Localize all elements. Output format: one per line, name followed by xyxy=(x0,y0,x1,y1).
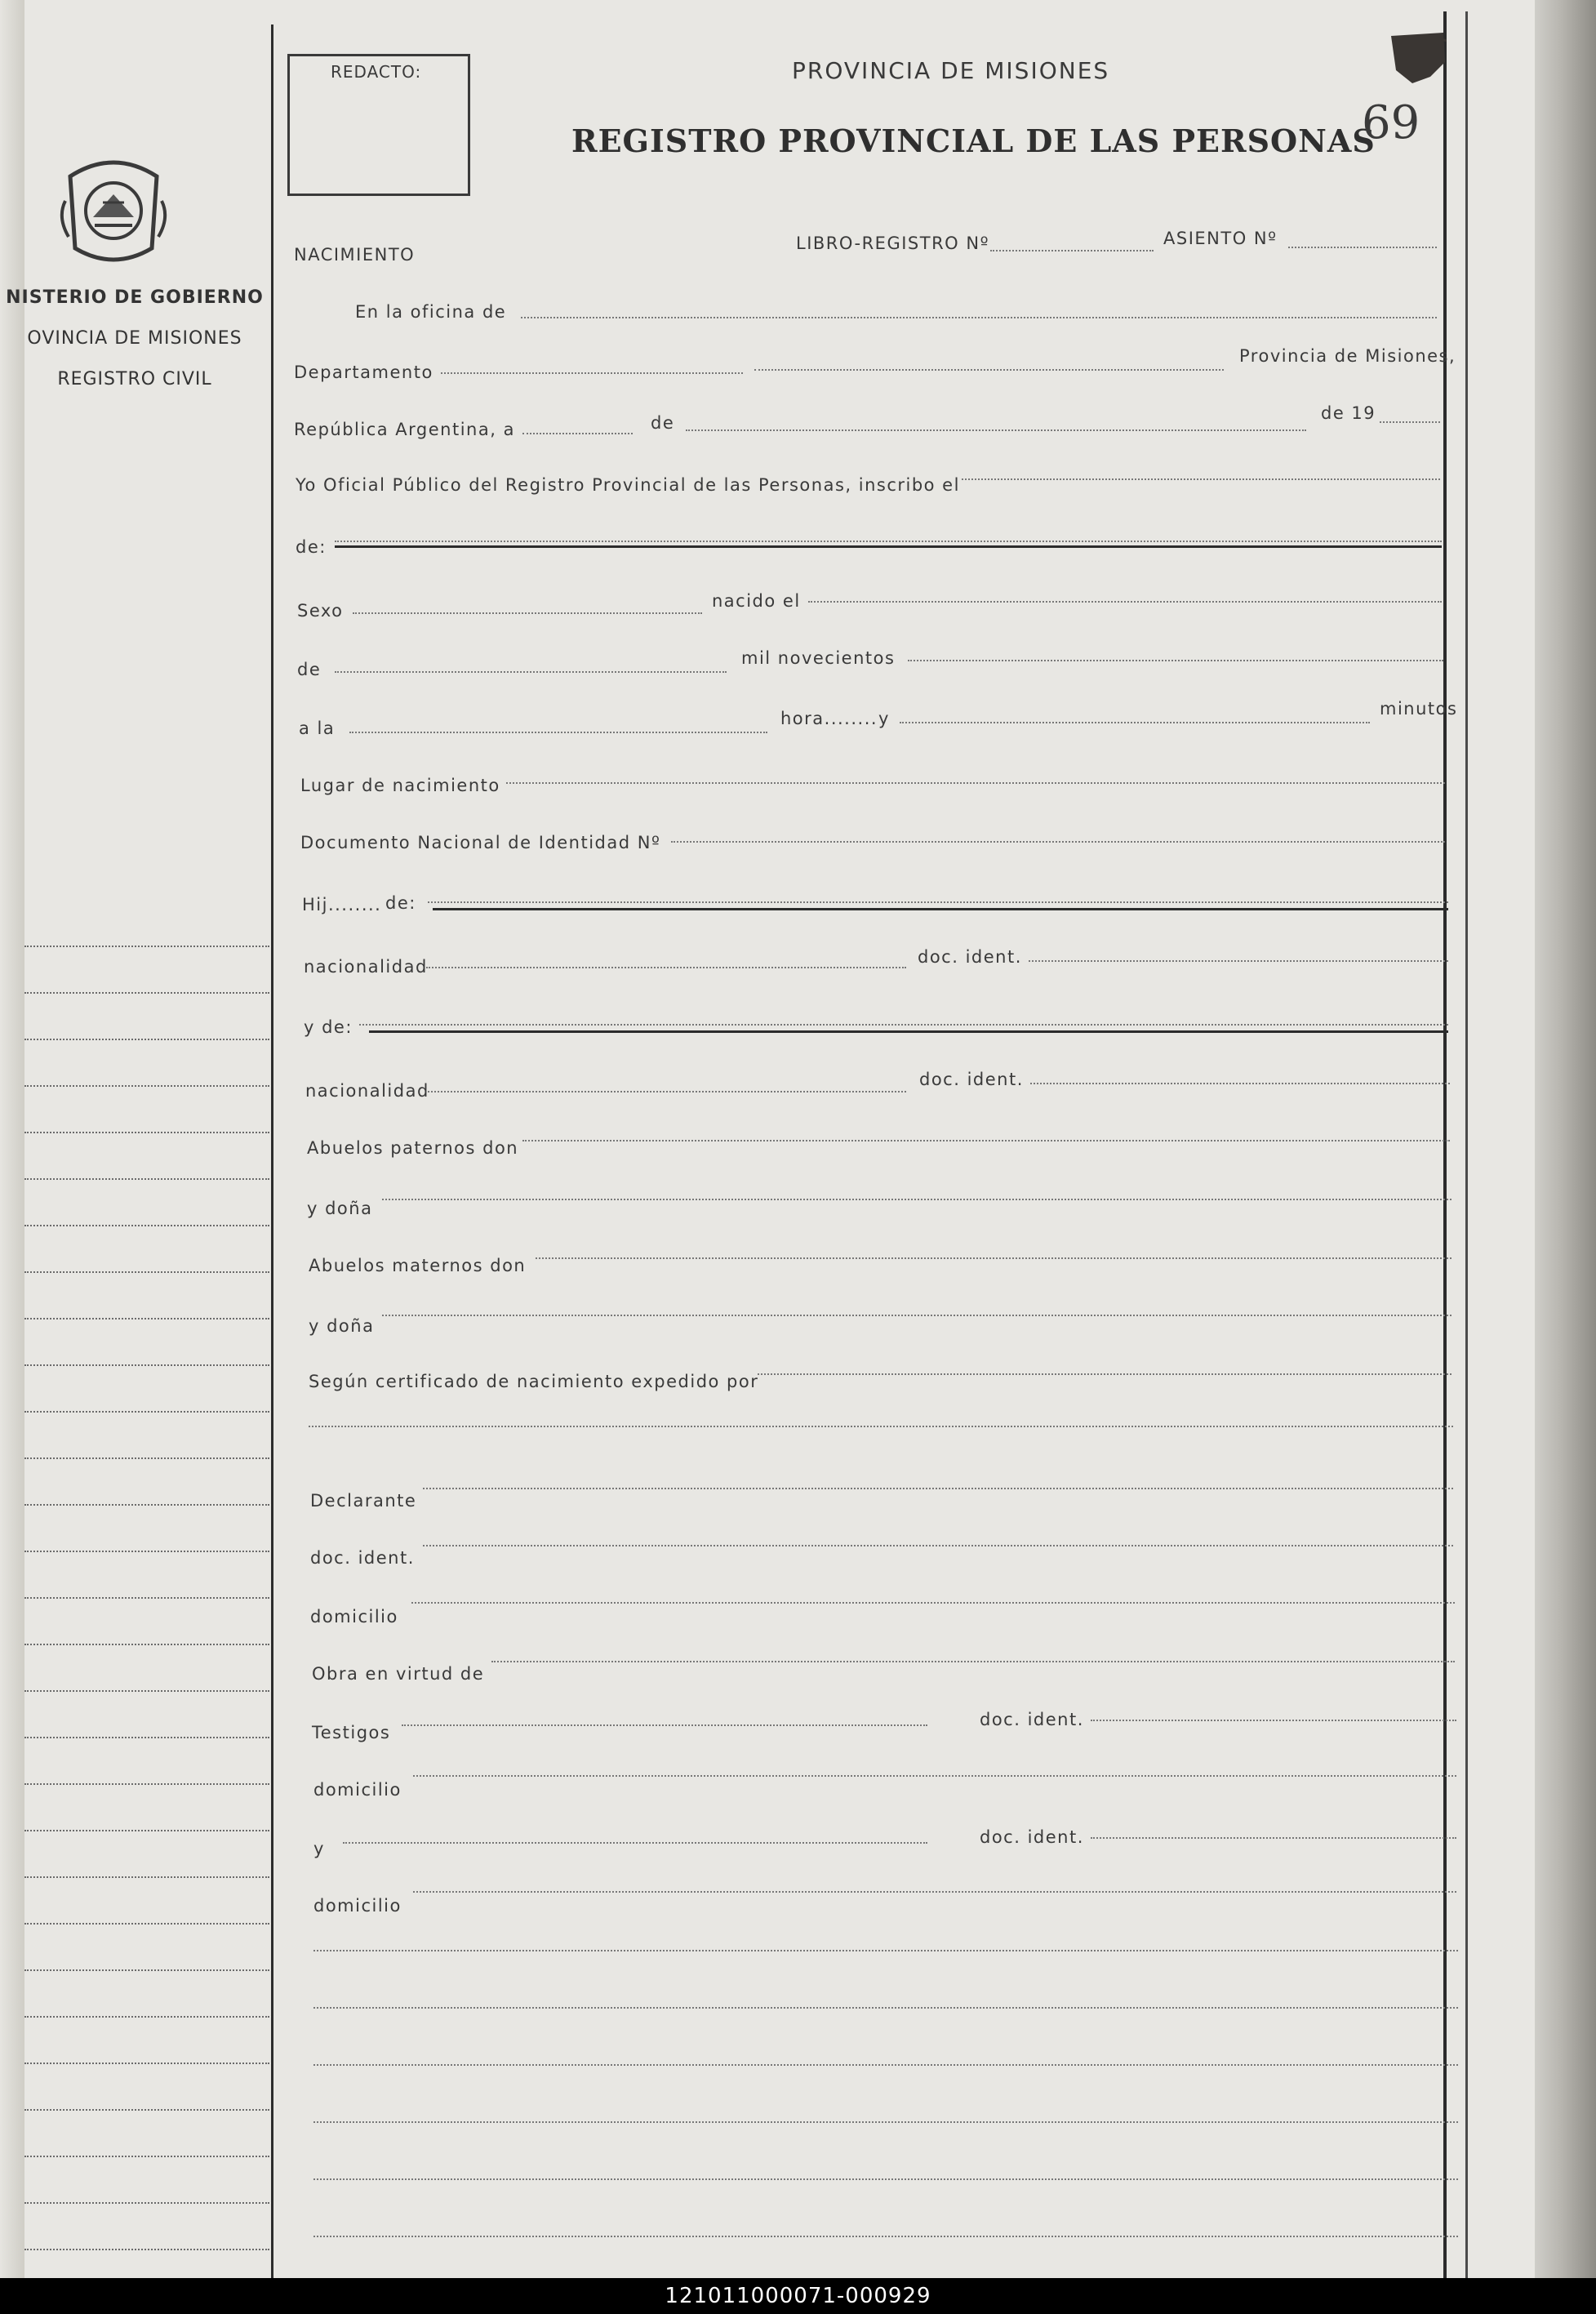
abuelo-paterno-field[interactable] xyxy=(522,1140,1450,1141)
departamento-field-extra[interactable] xyxy=(754,369,1224,371)
margin-line xyxy=(24,1830,269,1831)
nacionalidad2-label: nacionalidad xyxy=(305,1081,429,1101)
parent2-underline xyxy=(369,1030,1448,1033)
docident5-field[interactable] xyxy=(1091,1837,1456,1839)
dni-label: Documento Nacional de Identidad Nº xyxy=(300,833,661,852)
birth-year-field[interactable] xyxy=(908,660,1443,661)
name-label: de: xyxy=(296,537,327,557)
departamento-label: Departamento xyxy=(294,363,433,382)
nacionalidad1-label: nacionalidad xyxy=(304,957,428,977)
dni-field[interactable] xyxy=(671,841,1445,843)
hour-field[interactable] xyxy=(349,732,767,733)
docident4-field[interactable] xyxy=(1091,1720,1456,1721)
abuelo-materno-field[interactable] xyxy=(536,1257,1452,1259)
parent1-underline xyxy=(433,908,1448,910)
margin-line xyxy=(24,1085,269,1087)
margin-line xyxy=(24,2156,269,2157)
domicilio2-label: domicilio xyxy=(313,1780,402,1800)
docident4-label: doc. ident. xyxy=(980,1710,1084,1729)
departamento-field[interactable] xyxy=(441,372,743,374)
day-field[interactable] xyxy=(522,433,633,434)
republica-label: República Argentina, a xyxy=(294,420,515,439)
hij-de-label: de: xyxy=(385,893,416,913)
margin-line xyxy=(24,1271,269,1273)
margin-line xyxy=(24,2016,269,2018)
margin-line xyxy=(24,992,269,994)
de-label: de xyxy=(651,413,675,433)
hij-label: Hij........ xyxy=(302,895,382,914)
domicilio2-field[interactable] xyxy=(413,1775,1456,1777)
binding-line xyxy=(271,24,273,2278)
domicilio3-label: domicilio xyxy=(313,1896,402,1916)
ydona2-label: y doña xyxy=(309,1316,375,1336)
sexo-label: Sexo xyxy=(297,601,344,621)
record-type-label: NACIMIENTO xyxy=(294,245,416,265)
oficial-label: Yo Oficial Público del Registro Provincial de las Personas, inscribo el xyxy=(296,475,960,495)
margin-line xyxy=(24,1132,269,1133)
margin-line xyxy=(24,1411,269,1413)
parent1-field-dotted[interactable] xyxy=(428,901,1448,903)
docident2-label: doc. ident. xyxy=(919,1070,1024,1089)
docident2-field[interactable] xyxy=(1030,1083,1450,1084)
margin-line xyxy=(24,2109,269,2111)
notes-line[interactable] xyxy=(313,2178,1458,2180)
libro-registro-label: LIBRO-REGISTRO Nº xyxy=(796,234,989,253)
margin-line xyxy=(24,2249,269,2250)
margin-line xyxy=(24,2063,269,2064)
inscription-date-field[interactable] xyxy=(962,478,1440,480)
sexo-field[interactable] xyxy=(353,612,702,614)
abuela-paterna-field[interactable] xyxy=(382,1199,1452,1200)
margin-line xyxy=(24,1644,269,1645)
asiento-field[interactable] xyxy=(1288,247,1437,248)
margin-line xyxy=(24,1783,269,1785)
province-title: PROVINCIA DE MISIONES xyxy=(792,57,1110,84)
name-field-underline xyxy=(335,545,1442,548)
provincial-seal-icon xyxy=(54,152,173,268)
lugar-label: Lugar de nacimiento xyxy=(300,776,500,795)
declarante-label: Declarante xyxy=(310,1491,417,1511)
domicilio3-field[interactable] xyxy=(413,1891,1456,1893)
margin-line xyxy=(24,1178,269,1180)
declarante-field[interactable] xyxy=(423,1488,1453,1489)
y-label: y xyxy=(878,709,890,728)
a-la-label: a la xyxy=(299,719,336,738)
margin-line xyxy=(24,1504,269,1506)
de19-label: de 19 xyxy=(1321,403,1376,423)
abuelos-paternos-label: Abuelos paternos don xyxy=(307,1138,519,1158)
testigos-label: Testigos xyxy=(312,1723,391,1742)
margin-line xyxy=(24,1923,269,1925)
oficina-label: En la oficina de xyxy=(355,302,507,322)
margin-line xyxy=(24,1318,269,1319)
nacido-field[interactable] xyxy=(808,601,1442,603)
de2-label: de xyxy=(297,660,322,679)
notes-line[interactable] xyxy=(313,1950,1458,1951)
document-id: 121011000071-000929 xyxy=(665,2284,931,2308)
page-number: 69 xyxy=(1362,96,1420,149)
margin-line xyxy=(24,1876,269,1878)
nacionalidad1-field[interactable] xyxy=(426,967,906,968)
notes-line[interactable] xyxy=(313,2236,1458,2237)
obra-label: Obra en virtud de xyxy=(312,1664,485,1684)
mil-novecientos-label: mil novecientos xyxy=(741,648,896,668)
docident3-label: doc. ident. xyxy=(310,1548,415,1568)
lugar-field[interactable] xyxy=(506,782,1445,784)
year-field[interactable] xyxy=(1380,421,1440,423)
margin-line xyxy=(24,1597,269,1599)
docident1-label: doc. ident. xyxy=(918,947,1022,967)
parent2-field-dotted[interactable] xyxy=(359,1024,1448,1026)
margin-line xyxy=(24,2202,269,2204)
y2-label: y xyxy=(313,1839,325,1858)
right-border-outer xyxy=(1465,11,1468,2278)
redacto-label: REDACTO: xyxy=(331,62,422,82)
margin-line xyxy=(24,1364,269,1366)
margin-line xyxy=(24,1690,269,1692)
provincia-suffix: Provincia de Misiones, xyxy=(1239,346,1456,366)
segun-label: Según certificado de nacimiento expedido por xyxy=(309,1372,759,1391)
certificado-field-line2[interactable] xyxy=(309,1426,1453,1427)
testigo1-field[interactable] xyxy=(402,1724,927,1726)
name-field-dotted[interactable] xyxy=(335,541,1442,542)
margin-line xyxy=(24,1737,269,1738)
page-title: REGISTRO PROVINCIAL DE LAS PERSONAS xyxy=(571,122,1376,159)
notes-line[interactable] xyxy=(313,2064,1458,2066)
nacionalidad2-field[interactable] xyxy=(428,1091,906,1092)
ministry-registry: REGISTRO CIVIL xyxy=(57,369,212,389)
minutes-field[interactable] xyxy=(900,722,1370,723)
obra-field[interactable] xyxy=(491,1661,1455,1662)
notes-line[interactable] xyxy=(313,2007,1458,2009)
certificado-field[interactable] xyxy=(758,1373,1452,1375)
ydona1-label: y doña xyxy=(307,1199,373,1218)
testigo2-field[interactable] xyxy=(343,1842,927,1844)
docident5-label: doc. ident. xyxy=(980,1827,1084,1847)
asiento-label: ASIENTO Nº xyxy=(1163,229,1278,248)
y-de-label: y de: xyxy=(304,1017,353,1037)
margin-line xyxy=(24,1969,269,1971)
month-field[interactable] xyxy=(686,429,1306,431)
docident1-field[interactable] xyxy=(1029,960,1448,962)
book-edge xyxy=(1535,0,1596,2278)
oficina-field[interactable] xyxy=(521,317,1437,318)
minutos-label: minutos xyxy=(1380,699,1458,719)
notes-line[interactable] xyxy=(313,2121,1458,2123)
docident3-field[interactable] xyxy=(423,1545,1453,1546)
abuelos-maternos-label: Abuelos maternos don xyxy=(309,1256,527,1275)
abuela-materna-field[interactable] xyxy=(382,1315,1452,1316)
libro-registro-field[interactable] xyxy=(990,250,1154,251)
nacido-label: nacido el xyxy=(712,591,801,611)
ministry-name: NISTERIO DE GOBIERNO xyxy=(6,287,264,308)
domicilio1-label: domicilio xyxy=(310,1607,398,1626)
margin-line xyxy=(24,1457,269,1459)
margin-line xyxy=(24,1225,269,1226)
ministry-province: OVINCIA DE MISIONES xyxy=(27,328,242,349)
margin-line xyxy=(24,1551,269,1552)
hora-label: hora........ xyxy=(780,709,878,728)
ink-stain-icon xyxy=(1388,29,1447,87)
margin-line xyxy=(24,1039,269,1040)
margin-line xyxy=(24,946,269,947)
domicilio1-field[interactable] xyxy=(411,1602,1455,1604)
birth-month-field[interactable] xyxy=(335,671,727,673)
